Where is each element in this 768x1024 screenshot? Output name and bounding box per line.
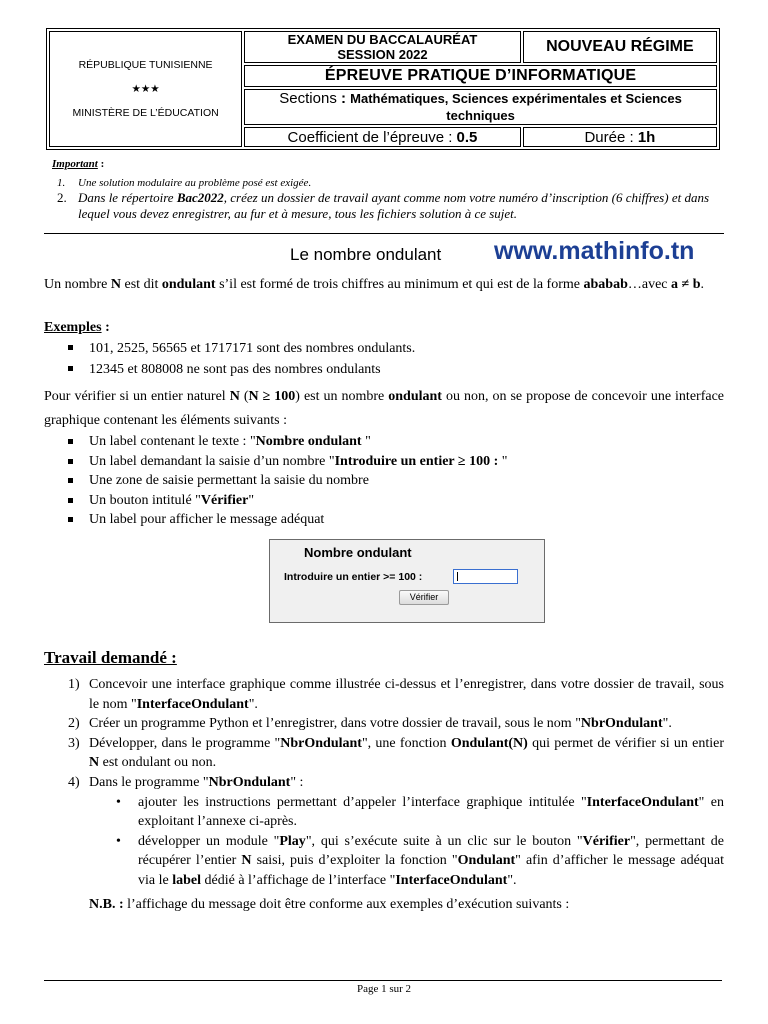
important-notes <box>52 157 742 222</box>
definition-paragraph <box>44 273 724 297</box>
text-run: ( <box>239 389 249 404</box>
rule-text: Une solution modulaire au problème posé est exigée. <box>78 177 312 189</box>
task-item <box>44 714 724 734</box>
list-item-text <box>89 454 507 469</box>
task-number: 1) <box>68 677 80 692</box>
bold-text: Vérifier <box>200 492 249 508</box>
session-label: SESSION 2022 <box>337 47 428 62</box>
square-bullet-icon <box>68 517 73 522</box>
text-run: Un bouton intitulé " <box>89 492 201 508</box>
text-run: Un label demandant la saisie d’un nombre " <box>89 453 335 469</box>
bold-text: Important <box>52 158 98 170</box>
text-run: qui permet de vérifier si un entier <box>527 735 724 751</box>
bullet-dot-icon: • <box>116 794 121 810</box>
square-bullet-icon <box>68 439 73 444</box>
bold-text: a ≠ b <box>671 277 701 292</box>
list-item <box>68 471 724 491</box>
list-item-text <box>89 493 254 508</box>
text-run: ) est un nombre <box>295 389 389 404</box>
interface-elements-list <box>68 432 724 530</box>
task-item <box>44 734 724 773</box>
task-item <box>44 675 724 714</box>
bold-text: 1h <box>637 128 656 146</box>
bold-text: Vérifier <box>582 833 631 849</box>
interface-paragraph <box>44 385 724 433</box>
coefficient-label <box>244 127 521 147</box>
mockup-prompt-label: Introduire un entier >= 100 : <box>284 571 423 583</box>
bold-text: NbrOndulant <box>580 716 663 732</box>
bold-text: ondulant <box>388 389 442 404</box>
text-run: s’il est formé de trois chiffres au minimum et qui est de la forme <box>215 277 584 292</box>
task-item <box>44 773 724 793</box>
bold-text: Bac2022 <box>176 190 224 205</box>
text-run: Créer un programme Python et l’enregistrer, dans votre dossier de travail, sous le nom " <box>89 716 581 732</box>
text-run: . <box>700 277 704 292</box>
page-title: Le nombre ondulant <box>290 245 442 264</box>
square-bullet-icon <box>68 366 73 371</box>
text-run: saisi, puis d’exploiter la fonction " <box>251 853 458 869</box>
bullet-dot-icon: • <box>116 833 121 849</box>
bold-text: Ondulant <box>457 853 516 869</box>
text-run: ", qui s’exécute suite à un clic sur le bouton " <box>305 833 583 849</box>
bold-text: : <box>341 90 351 107</box>
bold-text: : <box>97 158 105 170</box>
bold-text: N <box>89 755 100 771</box>
mockup-verify-button[interactable]: Vérifier <box>399 590 449 605</box>
text-run: ". <box>662 716 672 732</box>
task-text <box>89 736 724 771</box>
text-run: " en exploitant l’annexe ci-après. <box>138 794 724 830</box>
text-run: Un label contenant le texte : " <box>89 434 256 449</box>
list-item <box>68 338 724 359</box>
text-run: " afin d’afficher le message adéquat via le <box>138 853 724 888</box>
text-run: Une zone de saisie permettant la saisie du nombre <box>89 473 369 489</box>
bold-text: Ondulant(N) <box>450 735 528 751</box>
text-run: Concevoir une interface graphique comme illustrée ci-dessus et l’enregistrer, dans votre dossier de travail, sous le nom " <box>89 677 724 712</box>
bold-text: 0.5 <box>456 128 478 146</box>
exam-header-table <box>46 28 720 150</box>
important-heading <box>52 157 742 171</box>
list-item-text <box>89 512 324 527</box>
text-run: …avec <box>627 277 672 292</box>
task-number: 4) <box>68 774 80 790</box>
bold-text: N ≥ 100 <box>248 389 296 404</box>
important-rule-2 <box>52 190 742 222</box>
exam-session-cell <box>244 31 521 63</box>
bold-text: ababab <box>583 277 628 292</box>
subtask-text <box>138 795 724 830</box>
bold-text: ondulant <box>161 277 216 292</box>
text-run: ". <box>248 696 258 712</box>
rule-number: 1. <box>57 177 66 189</box>
text-run: Un nombre <box>44 277 111 292</box>
text-run: Durée : <box>584 128 638 146</box>
list-item-text <box>89 473 369 488</box>
text-run: dédié à l’affichage de l’interface " <box>201 872 396 888</box>
epreuve-label: ÉPREUVE PRATIQUE D’INFORMATIQUE <box>244 65 717 87</box>
bold-text: Nombre ondulant <box>255 434 362 449</box>
text-run: Sections <box>279 90 341 107</box>
text-run: Développer, dans le programme " <box>89 735 281 751</box>
list-item-text <box>89 434 371 449</box>
bold-text: N <box>241 853 252 869</box>
text-run: développer un module " <box>138 833 280 849</box>
subtask-item <box>44 793 724 832</box>
travail-list <box>44 675 724 914</box>
task-text <box>89 775 303 790</box>
list-item-text: 101, 2525, 56565 et 1717171 sont des nombres ondulants. <box>89 341 416 356</box>
bold-text: NbrOndulant <box>280 735 362 751</box>
text-run: ajouter les instructions permettant d’appeler l’interface graphique intitulée " <box>138 794 587 810</box>
square-bullet-icon <box>68 345 73 350</box>
bold-text: N <box>229 389 240 404</box>
text-run: " <box>361 434 371 449</box>
nota-bene <box>44 895 724 915</box>
bold-text: InterfaceOndulant <box>586 794 699 810</box>
footer-divider <box>44 980 722 981</box>
task-text <box>89 677 724 712</box>
bold-text: InterfaceOndulant <box>136 696 249 712</box>
bold-text: Mathématiques, Sciences expérimentales et Sciences techniques <box>350 91 682 123</box>
interface-mockup <box>269 539 545 623</box>
important-rule-1 <box>52 176 742 190</box>
bold-text: NbrOndulant <box>208 774 291 790</box>
travail-heading: Travail demandé : <box>44 648 177 667</box>
task-number: 3) <box>68 735 80 751</box>
rule-text <box>78 190 709 221</box>
bold-text: Play <box>279 833 306 849</box>
duration-label <box>523 127 717 147</box>
examples-heading <box>44 318 110 338</box>
text-run: est ondulant ou non. <box>99 755 217 771</box>
text-run: , créez un dossier de travail ayant comme nom votre numéro d’inscription (6 chiffres) et dans lequel vous devez enregistrer, au fur et à mesure, tous les fichiers solution à ce sujet. <box>78 190 710 221</box>
mockup-title-label: Nombre ondulant <box>304 545 412 560</box>
text-run: Coefficient de l’épreuve : <box>287 128 457 146</box>
subtask-item <box>44 832 724 891</box>
text-run: ". <box>507 872 517 888</box>
text-run: l’affichage du message doit être conforme aux exemples d’exécution suivants : <box>123 896 570 912</box>
task-number: 2) <box>68 716 80 732</box>
text-run: " <box>498 453 508 469</box>
text-run: " <box>248 492 255 508</box>
text-run: est dit <box>121 277 162 292</box>
list-item <box>68 510 724 530</box>
ministry-label: MINISTÈRE DE L’ÉDUCATION <box>72 107 219 119</box>
list-item <box>68 491 724 511</box>
rule-number: 2. <box>57 190 67 205</box>
divider <box>44 233 724 234</box>
bold-text: : <box>101 320 110 335</box>
text-run: " : <box>290 774 304 790</box>
stars-emblem: ★★★ <box>131 83 160 95</box>
square-bullet-icon <box>68 478 73 483</box>
list-item <box>68 452 724 472</box>
bold-text: Exemples <box>44 320 102 335</box>
text-run: Pour vérifier si un entier naturel <box>44 389 230 404</box>
text-run: ", une fonction <box>361 735 451 751</box>
square-bullet-icon <box>68 498 73 503</box>
exam-title: EXAMEN DU BACCALAURÉAT <box>287 32 478 47</box>
bold-text: InterfaceOndulant <box>395 872 508 888</box>
text-run: Dans le répertoire <box>78 190 177 205</box>
bold-text: N <box>110 277 122 292</box>
subtask-text <box>138 834 724 888</box>
square-bullet-icon <box>68 459 73 464</box>
text-run: ", permettant de récupérer l’entier <box>138 833 724 869</box>
ministry-cell <box>49 31 242 147</box>
text-run: ou non, on se propose de concevoir une interface graphique contenant les éléments suivants : <box>44 389 725 428</box>
text-run: Dans le programme " <box>89 774 209 790</box>
republic-label: RÉPUBLIQUE TUNISIENNE <box>78 59 213 71</box>
list-item <box>68 432 724 452</box>
page-number: Page 1 sur 2 <box>356 983 412 995</box>
bold-text: label <box>172 872 201 888</box>
regime-label: NOUVEAU RÉGIME <box>523 31 717 63</box>
list-item-text: 12345 et 808008 ne sont pas des nombres ondulants <box>89 362 381 377</box>
task-text <box>89 716 672 731</box>
bold-text: Introduire un entier ≥ 100 : <box>334 453 499 469</box>
list-item <box>68 359 724 380</box>
mockup-number-input[interactable] <box>453 569 518 584</box>
bold-text: N.B. : <box>89 896 124 912</box>
examples-list <box>68 338 724 380</box>
website-watermark: www.mathinfo.tn <box>494 237 695 265</box>
text-run: Un label pour afficher le message adéquat <box>89 512 325 528</box>
sections-label <box>244 89 717 125</box>
